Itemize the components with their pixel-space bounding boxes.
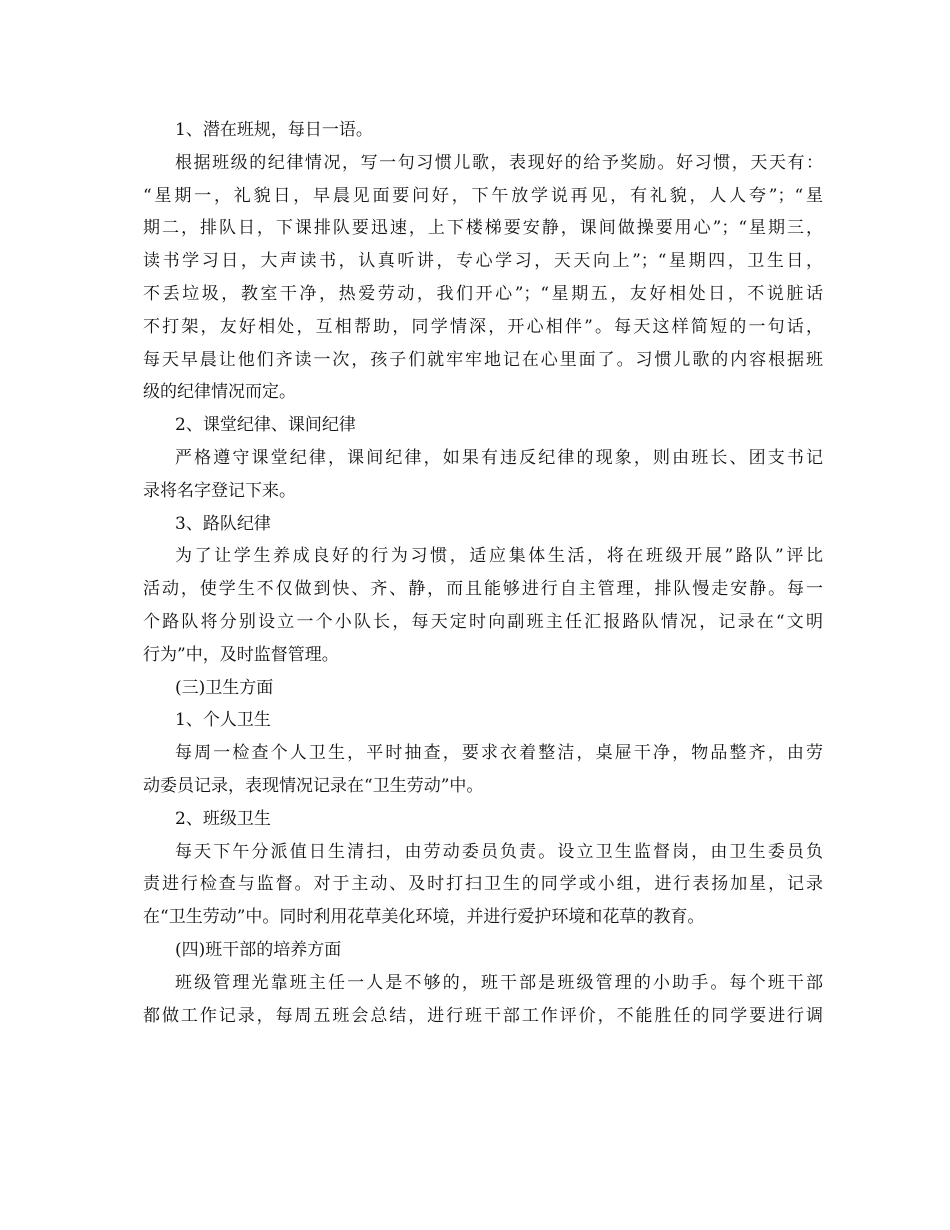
text-line: 不丢垃圾，教室干净，热爱劳动，我们开心”；“星期五，友好相处日，不说脏话 [143,283,823,304]
text-line: “星期一，礼貌日，早晨见面要问好，下午放学说再见，有礼貌，人人夸”；“星 [143,185,823,206]
text-line: 班级管理光靠班主任一人是不够的，班干部是班级管理的小助手。每个班干部 [175,972,823,993]
text-line: 都做工作记录，每周五班会总结，进行班干部工作评价，不能胜任的同学要进行调 [143,1005,823,1026]
text-line: 期二，排队日，下课排队要迅速，上下楼梯要安静，课间做操要用心”；“星期三， [143,218,823,239]
text-line: 每周一检查个人卫生，平时抽查，要求衣着整洁，桌屉干净，物品整齐，由劳 [175,743,823,764]
text-line: 读书学习日，大声读书，认真听讲，专心学习，天天向上”；“星期四，卫生日， [143,251,823,272]
text-line: 严格遵守课堂纪律，课间纪律，如果有违反纪律的现象，则由班长、团支书记 [175,447,823,468]
text-line: 2、班级卫生 [175,808,271,829]
text-line: 2、课堂纪律、课间纪律 [175,415,356,436]
text-line: 根据班级的纪律情况，写一句习惯儿歌，表现好的给予奖励。好习惯，天天有： [175,152,823,173]
text-line: 责进行检查与监督。对于主动、及时打扫卫生的同学或小组，进行表扬加星，记录 [143,874,823,895]
text-line: 录将名字登记下来。 [143,480,296,501]
text-line: 不打架，友好相处，互相帮助，同学情深，开心相伴”。每天这样简短的一句话， [143,316,823,337]
text-line: 每天下午分派值日生清扫，由劳动委员负责。设立卫生监督岗，由卫生委员负 [175,841,823,862]
text-line: 级的纪律情况而定。 [143,382,296,403]
text-line: (三)卫生方面 [175,677,274,698]
text-line: 活动，使学生不仅做到快、齐、静，而且能够进行自主管理，排队慢走安静。每一 [143,579,823,600]
text-line: 每天早晨让他们齐读一次，孩子们就牢牢地记在心里面了。习惯儿歌的内容根据班 [143,349,823,370]
text-line: 动委员记录，表现情况记录在“卫生劳动”中。 [143,775,484,796]
text-line: 在“卫生劳动”中。同时利用花草美化环境，并进行爱护环境和花草的教育。 [143,907,705,928]
text-line: 为了让学生养成良好的行为习惯，适应集体生活，将在班级开展”路队”评比 [175,546,823,567]
text-line: 1、潜在班规，每日一语。 [175,120,373,140]
text-line: 1、个人卫生 [175,710,271,731]
text-line: 个路队将分别设立一个小队长，每天定时向副班主任汇报路队情况，记录在“文明 [143,611,823,632]
text-line: 行为”中，及时监督管理。 [143,644,339,665]
document-body [143,114,823,1032]
text-line: (四)班干部的培养方面 [175,939,342,960]
text-line: 3、路队纪律 [175,513,271,534]
